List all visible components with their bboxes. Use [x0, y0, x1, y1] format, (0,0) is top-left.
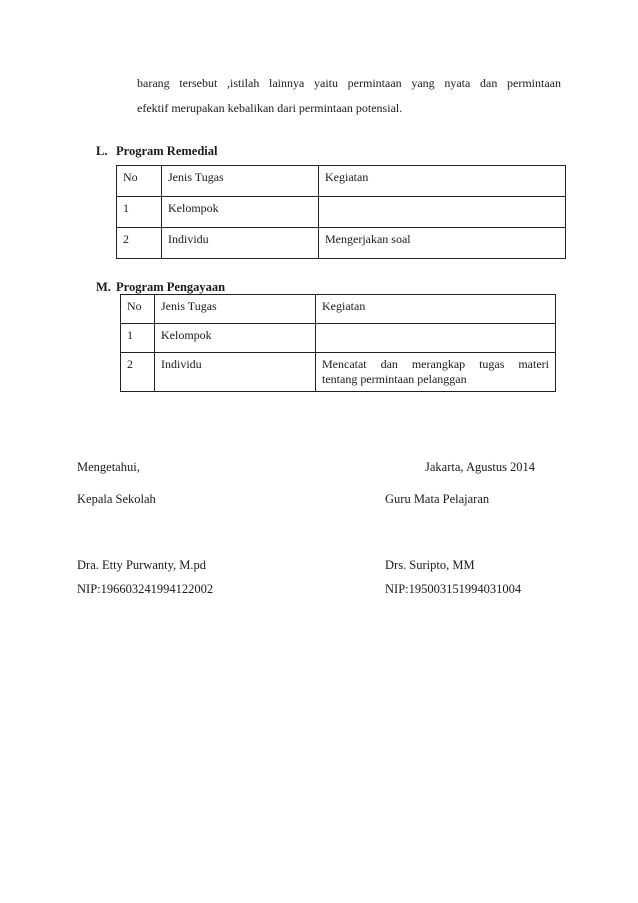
cell-kegiatan-line-2: tentang permintaan pelanggan — [322, 372, 467, 386]
header-cell-kegiatan: Kegiatan — [319, 166, 566, 197]
place-date: Jakarta, Agustus 2014 — [425, 460, 536, 474]
cell-kegiatan-line-1: Mencatat dan merangkap tugas materi — [322, 357, 549, 371]
cell-jenis-tugas: Kelompok — [162, 197, 319, 228]
cell-no: 1 — [117, 197, 162, 228]
table-row — [121, 324, 556, 353]
section-l-title: Program Remedial — [116, 144, 218, 158]
cell-jenis-tugas: Individu — [162, 228, 319, 259]
table-row — [121, 353, 556, 392]
section-l-heading — [96, 144, 217, 159]
table-row — [117, 197, 566, 228]
principal-nip: NIP:196603241994122002 — [77, 582, 214, 596]
teacher-name: Drs. Suripto, MM — [385, 558, 475, 572]
header-cell-jenis-tugas: Jenis Tugas — [162, 166, 319, 197]
teacher-role: Guru Mata Pelajaran — [385, 492, 490, 506]
section-m-heading — [96, 280, 225, 295]
paragraph-line-1: barang tersebut ,istilah lainnya yaitu permintaan yang nyata dan permintaan — [137, 76, 561, 90]
cell-jenis-tugas: Individu — [155, 353, 316, 392]
header-cell-no: No — [121, 295, 155, 324]
cell-no: 2 — [121, 353, 155, 392]
cell-no: 1 — [121, 324, 155, 353]
header-cell-no: No — [117, 166, 162, 197]
cell-kegiatan: Mengerjakan soal — [319, 228, 566, 259]
teacher-nip: NIP:195003151994031004 — [385, 582, 522, 596]
acknowledged-label: Mengetahui, — [77, 460, 140, 474]
principal-role: Kepala Sekolah — [77, 492, 156, 506]
table-row — [117, 228, 566, 259]
cell-no: 2 — [117, 228, 162, 259]
paragraph-line-2: efektif merupakan kebalikan dari permintaan potensial. — [137, 101, 403, 115]
pengayaan-table — [120, 294, 556, 392]
cell-jenis-tugas: Kelompok — [155, 324, 316, 353]
section-m-title: Program Pengayaan — [116, 280, 226, 294]
cell-kegiatan — [316, 353, 556, 392]
header-cell-kegiatan: Kegiatan — [316, 295, 556, 324]
table-header-row — [121, 295, 556, 324]
header-cell-jenis-tugas: Jenis Tugas — [155, 295, 316, 324]
cell-kegiatan — [319, 197, 566, 228]
section-m-letter: M. — [96, 280, 111, 294]
section-l-letter: L. — [96, 144, 108, 158]
remedial-table — [116, 165, 566, 259]
principal-name: Dra. Etty Purwanty, M.pd — [77, 558, 207, 572]
cell-kegiatan — [316, 324, 556, 353]
table-header-row — [117, 166, 566, 197]
